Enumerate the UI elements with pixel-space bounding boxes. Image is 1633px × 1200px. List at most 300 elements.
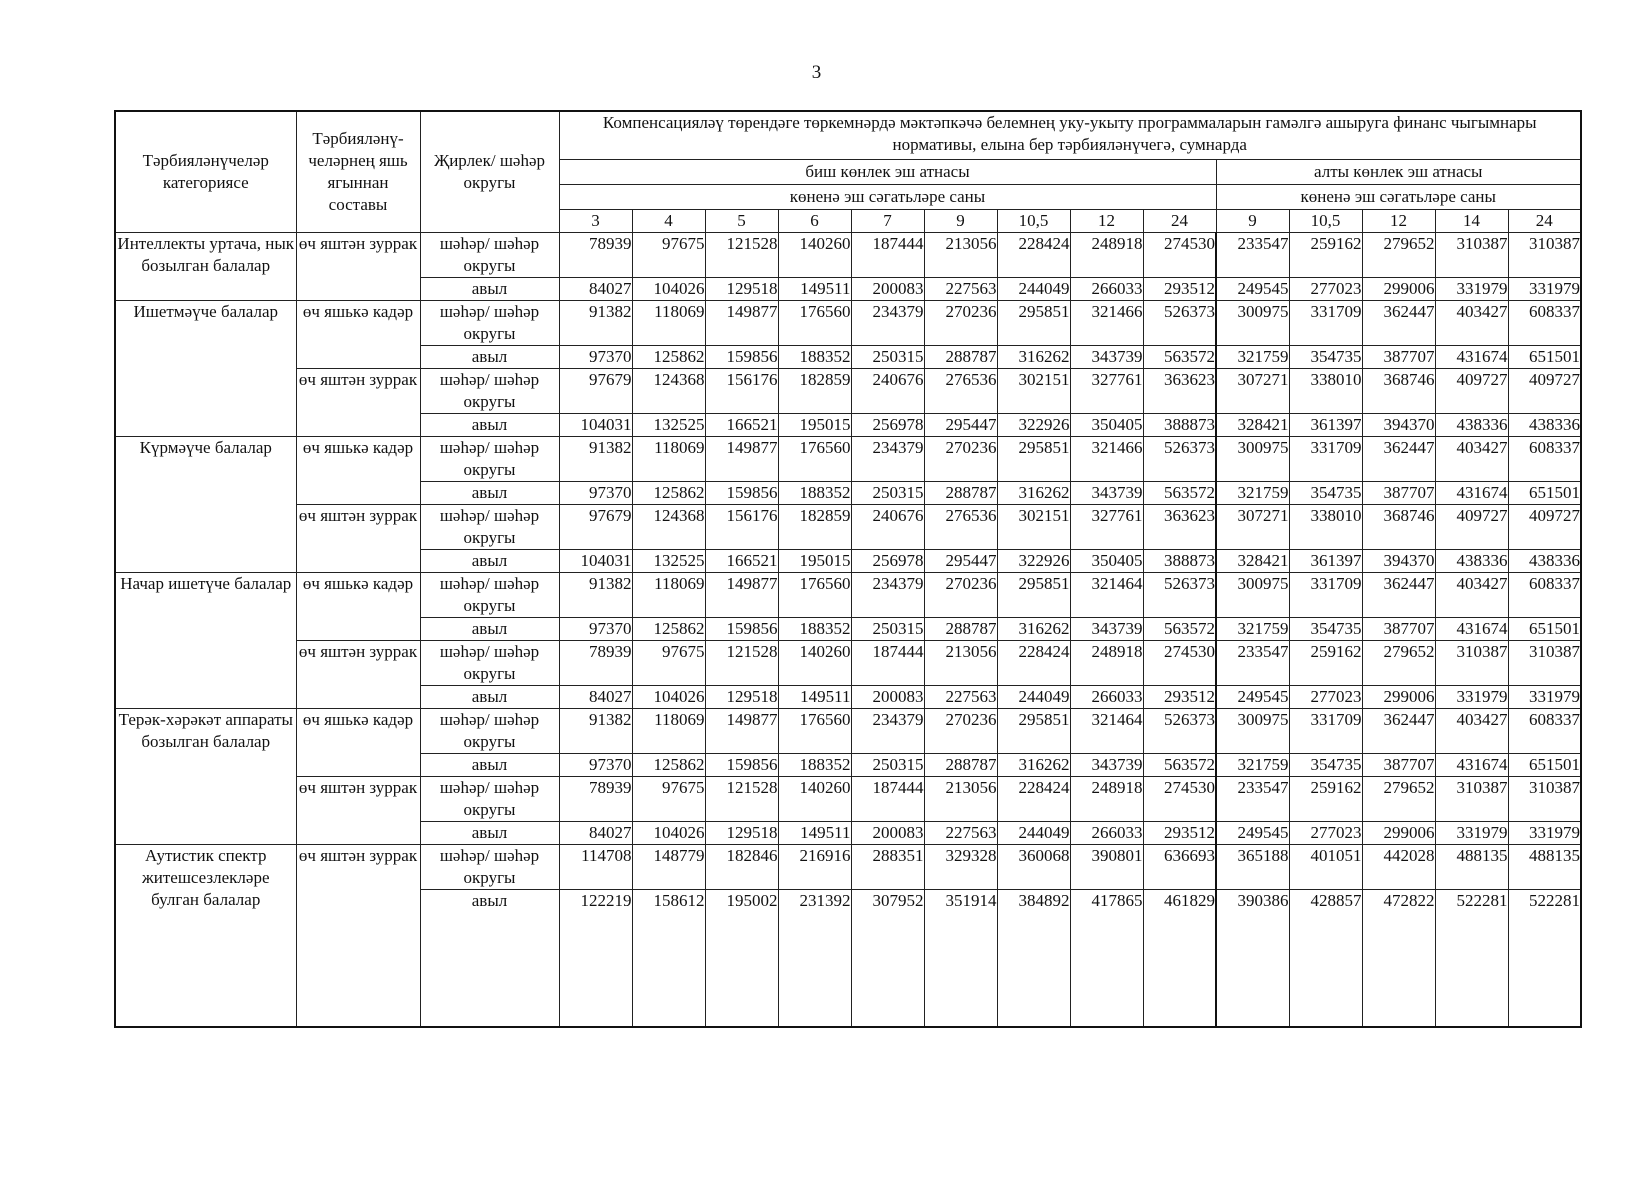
value-cell: 122219 xyxy=(559,889,632,1027)
value-cell: 310387 xyxy=(1435,776,1508,821)
value-cell: 149877 xyxy=(705,300,778,345)
value-cell: 354735 xyxy=(1289,753,1362,776)
value-cell: 176560 xyxy=(778,708,851,753)
header-hours-five-value: 4 xyxy=(632,209,705,232)
value-cell: 387707 xyxy=(1362,617,1435,640)
value-cell: 563572 xyxy=(1143,753,1216,776)
value-cell: 188352 xyxy=(778,345,851,368)
value-cell: 244049 xyxy=(997,685,1070,708)
value-cell: 104026 xyxy=(632,277,705,300)
value-cell: 321466 xyxy=(1070,436,1143,481)
location-city-cell: шәһәр/ шәһәр округы xyxy=(420,436,559,481)
value-cell: 182859 xyxy=(778,504,851,549)
value-cell: 343739 xyxy=(1070,617,1143,640)
value-cell: 651501 xyxy=(1508,481,1581,504)
value-cell: 249545 xyxy=(1216,277,1289,300)
value-cell: 288787 xyxy=(924,481,997,504)
value-cell: 228424 xyxy=(997,232,1070,277)
location-city-cell: шәһәр/ шәһәр округы xyxy=(420,368,559,413)
value-cell: 97679 xyxy=(559,504,632,549)
value-cell: 274530 xyxy=(1143,232,1216,277)
value-cell: 234379 xyxy=(851,300,924,345)
location-city-cell: шәһәр/ шәһәр округы xyxy=(420,844,559,889)
value-cell: 233547 xyxy=(1216,232,1289,277)
header-hours-six-value: 10,5 xyxy=(1289,209,1362,232)
location-city-cell: шәһәр/ шәһәр округы xyxy=(420,572,559,617)
value-cell: 250315 xyxy=(851,345,924,368)
value-cell: 354735 xyxy=(1289,345,1362,368)
value-cell: 431674 xyxy=(1435,753,1508,776)
value-cell: 384892 xyxy=(997,889,1070,1027)
table-row xyxy=(115,572,1581,617)
header-hours-six-value: 14 xyxy=(1435,209,1508,232)
header-hours-six-value: 24 xyxy=(1508,209,1581,232)
table-row xyxy=(115,504,1581,549)
header-hours-five-value: 9 xyxy=(924,209,997,232)
value-cell: 240676 xyxy=(851,504,924,549)
value-cell: 132525 xyxy=(632,413,705,436)
value-cell: 78939 xyxy=(559,232,632,277)
value-cell: 394370 xyxy=(1362,413,1435,436)
value-cell: 328421 xyxy=(1216,549,1289,572)
table-row xyxy=(115,232,1581,277)
value-cell: 231392 xyxy=(778,889,851,1027)
value-cell: 132525 xyxy=(632,549,705,572)
value-cell: 387707 xyxy=(1362,753,1435,776)
value-cell: 526373 xyxy=(1143,436,1216,481)
value-cell: 338010 xyxy=(1289,504,1362,549)
age-cell: өч яшькә кадәр xyxy=(296,300,420,368)
category-cell: Интеллекты уртача, нык бозылган балалар xyxy=(115,232,296,300)
value-cell: 526373 xyxy=(1143,300,1216,345)
value-cell: 307271 xyxy=(1216,504,1289,549)
value-cell: 104031 xyxy=(559,413,632,436)
value-cell: 331979 xyxy=(1435,821,1508,844)
value-cell: 316262 xyxy=(997,617,1070,640)
value-cell: 651501 xyxy=(1508,753,1581,776)
value-cell: 300975 xyxy=(1216,300,1289,345)
value-cell: 84027 xyxy=(559,821,632,844)
value-cell: 331979 xyxy=(1508,821,1581,844)
value-cell: 156176 xyxy=(705,368,778,413)
value-cell: 97675 xyxy=(632,232,705,277)
value-cell: 608337 xyxy=(1508,436,1581,481)
value-cell: 279652 xyxy=(1362,776,1435,821)
value-cell: 114708 xyxy=(559,844,632,889)
value-cell: 149877 xyxy=(705,436,778,481)
value-cell: 279652 xyxy=(1362,640,1435,685)
table-row xyxy=(115,844,1581,889)
value-cell: 121528 xyxy=(705,640,778,685)
location-city-cell: шәһәр/ шәһәр округы xyxy=(420,300,559,345)
header-category: Тәрбияләнүчеләр категориясе xyxy=(115,111,296,232)
value-cell: 563572 xyxy=(1143,481,1216,504)
value-cell: 228424 xyxy=(997,776,1070,821)
value-cell: 158612 xyxy=(632,889,705,1027)
value-cell: 118069 xyxy=(632,708,705,753)
value-cell: 159856 xyxy=(705,617,778,640)
value-cell: 213056 xyxy=(924,232,997,277)
value-cell: 409727 xyxy=(1508,504,1581,549)
category-cell: Күрмәүче балалар xyxy=(115,436,296,572)
value-cell: 276536 xyxy=(924,504,997,549)
header-hours-six-value: 12 xyxy=(1362,209,1435,232)
value-cell: 321759 xyxy=(1216,481,1289,504)
value-cell: 187444 xyxy=(851,232,924,277)
value-cell: 125862 xyxy=(632,617,705,640)
category-cell: Ишетмәүче балалар xyxy=(115,300,296,436)
value-cell: 188352 xyxy=(778,753,851,776)
value-cell: 390801 xyxy=(1070,844,1143,889)
value-cell: 244049 xyxy=(997,277,1070,300)
value-cell: 288787 xyxy=(924,345,997,368)
value-cell: 316262 xyxy=(997,481,1070,504)
value-cell: 428857 xyxy=(1289,889,1362,1027)
value-cell: 118069 xyxy=(632,300,705,345)
age-cell: өч яшькә кадәр xyxy=(296,708,420,776)
value-cell: 310387 xyxy=(1508,776,1581,821)
value-cell: 563572 xyxy=(1143,617,1216,640)
value-cell: 388873 xyxy=(1143,549,1216,572)
value-cell: 228424 xyxy=(997,640,1070,685)
value-cell: 343739 xyxy=(1070,345,1143,368)
value-cell: 279652 xyxy=(1362,232,1435,277)
value-cell: 343739 xyxy=(1070,753,1143,776)
value-cell: 310387 xyxy=(1435,640,1508,685)
location-rural-cell: авыл xyxy=(420,889,559,1027)
header-hours-five-value: 6 xyxy=(778,209,851,232)
location-city-cell: шәһәр/ шәһәр округы xyxy=(420,776,559,821)
value-cell: 409727 xyxy=(1435,504,1508,549)
value-cell: 248918 xyxy=(1070,776,1143,821)
value-cell: 307271 xyxy=(1216,368,1289,413)
value-cell: 431674 xyxy=(1435,345,1508,368)
value-cell: 351914 xyxy=(924,889,997,1027)
location-rural-cell: авыл xyxy=(420,821,559,844)
value-cell: 277023 xyxy=(1289,821,1362,844)
value-cell: 409727 xyxy=(1435,368,1508,413)
value-cell: 248918 xyxy=(1070,232,1143,277)
value-cell: 331709 xyxy=(1289,572,1362,617)
header-hours-five-value: 12 xyxy=(1070,209,1143,232)
value-cell: 97675 xyxy=(632,776,705,821)
value-cell: 195015 xyxy=(778,413,851,436)
value-cell: 97370 xyxy=(559,481,632,504)
value-cell: 328421 xyxy=(1216,413,1289,436)
location-city-cell: шәһәр/ шәһәр округы xyxy=(420,232,559,277)
value-cell: 288787 xyxy=(924,617,997,640)
value-cell: 91382 xyxy=(559,300,632,345)
age-cell: өч яштән зуррак xyxy=(296,232,420,300)
value-cell: 295851 xyxy=(997,436,1070,481)
value-cell: 295447 xyxy=(924,413,997,436)
value-cell: 234379 xyxy=(851,572,924,617)
value-cell: 368746 xyxy=(1362,368,1435,413)
header-six-day-week: алты көнлек эш атнасы xyxy=(1216,159,1581,184)
value-cell: 350405 xyxy=(1070,549,1143,572)
value-cell: 322926 xyxy=(997,549,1070,572)
value-cell: 78939 xyxy=(559,640,632,685)
value-cell: 270236 xyxy=(924,300,997,345)
value-cell: 104031 xyxy=(559,549,632,572)
value-cell: 331979 xyxy=(1435,685,1508,708)
value-cell: 438336 xyxy=(1508,549,1581,572)
value-cell: 259162 xyxy=(1289,640,1362,685)
value-cell: 182846 xyxy=(705,844,778,889)
value-cell: 234379 xyxy=(851,708,924,753)
location-rural-cell: авыл xyxy=(420,617,559,640)
location-city-cell: шәһәр/ шәһәр округы xyxy=(420,708,559,753)
table-row xyxy=(115,368,1581,413)
value-cell: 343739 xyxy=(1070,481,1143,504)
value-cell: 97675 xyxy=(632,640,705,685)
age-cell: өч яшькә кадәр xyxy=(296,572,420,640)
value-cell: 277023 xyxy=(1289,277,1362,300)
value-cell: 522281 xyxy=(1435,889,1508,1027)
value-cell: 331979 xyxy=(1508,685,1581,708)
value-cell: 159856 xyxy=(705,753,778,776)
value-cell: 363623 xyxy=(1143,368,1216,413)
value-cell: 129518 xyxy=(705,685,778,708)
value-cell: 288351 xyxy=(851,844,924,889)
value-cell: 249545 xyxy=(1216,685,1289,708)
table-row xyxy=(115,708,1581,753)
value-cell: 78939 xyxy=(559,776,632,821)
value-cell: 195015 xyxy=(778,549,851,572)
header-hours-six-value: 9 xyxy=(1216,209,1289,232)
value-cell: 97370 xyxy=(559,617,632,640)
value-cell: 266033 xyxy=(1070,821,1143,844)
value-cell: 401051 xyxy=(1289,844,1362,889)
category-cell: Терәк-хәрәкәт аппараты бозылган балалар xyxy=(115,708,296,844)
value-cell: 302151 xyxy=(997,368,1070,413)
value-cell: 651501 xyxy=(1508,617,1581,640)
value-cell: 97370 xyxy=(559,753,632,776)
value-cell: 97679 xyxy=(559,368,632,413)
value-cell: 91382 xyxy=(559,708,632,753)
value-cell: 360068 xyxy=(997,844,1070,889)
value-cell: 431674 xyxy=(1435,617,1508,640)
category-cell: Аутистик спектр житешсезлекләре булган балалар xyxy=(115,844,296,1027)
value-cell: 403427 xyxy=(1435,572,1508,617)
table-row xyxy=(115,640,1581,685)
value-cell: 322926 xyxy=(997,413,1070,436)
value-cell: 431674 xyxy=(1435,481,1508,504)
value-cell: 125862 xyxy=(632,345,705,368)
value-cell: 316262 xyxy=(997,345,1070,368)
value-cell: 274530 xyxy=(1143,640,1216,685)
location-rural-cell: авыл xyxy=(420,345,559,368)
value-cell: 166521 xyxy=(705,549,778,572)
value-cell: 299006 xyxy=(1362,685,1435,708)
value-cell: 240676 xyxy=(851,368,924,413)
value-cell: 387707 xyxy=(1362,345,1435,368)
value-cell: 350405 xyxy=(1070,413,1143,436)
age-cell: өч яштән зуррак xyxy=(296,504,420,572)
value-cell: 608337 xyxy=(1508,708,1581,753)
value-cell: 233547 xyxy=(1216,776,1289,821)
value-cell: 213056 xyxy=(924,640,997,685)
value-cell: 156176 xyxy=(705,504,778,549)
value-cell: 300975 xyxy=(1216,572,1289,617)
value-cell: 84027 xyxy=(559,277,632,300)
value-cell: 250315 xyxy=(851,617,924,640)
value-cell: 331709 xyxy=(1289,708,1362,753)
value-cell: 361397 xyxy=(1289,413,1362,436)
value-cell: 329328 xyxy=(924,844,997,889)
value-cell: 438336 xyxy=(1435,549,1508,572)
value-cell: 176560 xyxy=(778,436,851,481)
header-location: Җирлек/ шәһәр округы xyxy=(420,111,559,232)
value-cell: 248918 xyxy=(1070,640,1143,685)
value-cell: 276536 xyxy=(924,368,997,413)
value-cell: 321759 xyxy=(1216,345,1289,368)
value-cell: 166521 xyxy=(705,413,778,436)
header-hours-six: көненә эш сәгатьләре саны xyxy=(1216,184,1581,209)
value-cell: 403427 xyxy=(1435,708,1508,753)
value-cell: 149877 xyxy=(705,708,778,753)
value-cell: 321466 xyxy=(1070,300,1143,345)
value-cell: 354735 xyxy=(1289,617,1362,640)
value-cell: 227563 xyxy=(924,277,997,300)
norms-table-wrapper xyxy=(114,110,1582,1028)
age-cell: өч яшькә кадәр xyxy=(296,436,420,504)
value-cell: 233547 xyxy=(1216,640,1289,685)
value-cell: 488135 xyxy=(1508,844,1581,889)
value-cell: 368746 xyxy=(1362,504,1435,549)
value-cell: 129518 xyxy=(705,277,778,300)
value-cell: 216916 xyxy=(778,844,851,889)
value-cell: 149511 xyxy=(778,685,851,708)
value-cell: 461829 xyxy=(1143,889,1216,1027)
value-cell: 295851 xyxy=(997,708,1070,753)
value-cell: 259162 xyxy=(1289,232,1362,277)
value-cell: 227563 xyxy=(924,685,997,708)
value-cell: 91382 xyxy=(559,572,632,617)
value-cell: 409727 xyxy=(1508,368,1581,413)
value-cell: 188352 xyxy=(778,481,851,504)
value-cell: 299006 xyxy=(1362,821,1435,844)
value-cell: 200083 xyxy=(851,821,924,844)
value-cell: 266033 xyxy=(1070,277,1143,300)
value-cell: 362447 xyxy=(1362,708,1435,753)
value-cell: 362447 xyxy=(1362,436,1435,481)
value-cell: 302151 xyxy=(997,504,1070,549)
header-hours-five-value: 24 xyxy=(1143,209,1216,232)
value-cell: 270236 xyxy=(924,708,997,753)
value-cell: 104026 xyxy=(632,685,705,708)
norms-table xyxy=(114,110,1582,1028)
value-cell: 250315 xyxy=(851,481,924,504)
age-cell: өч яштән зуррак xyxy=(296,844,420,1027)
category-cell: Начар ишетүче балалар xyxy=(115,572,296,708)
value-cell: 310387 xyxy=(1435,232,1508,277)
value-cell: 140260 xyxy=(778,640,851,685)
value-cell: 327761 xyxy=(1070,368,1143,413)
table-row xyxy=(115,300,1581,345)
location-rural-cell: авыл xyxy=(420,549,559,572)
value-cell: 200083 xyxy=(851,685,924,708)
value-cell: 149511 xyxy=(778,277,851,300)
value-cell: 365188 xyxy=(1216,844,1289,889)
value-cell: 295447 xyxy=(924,549,997,572)
value-cell: 563572 xyxy=(1143,345,1216,368)
page-number: 3 xyxy=(811,62,822,83)
value-cell: 293512 xyxy=(1143,277,1216,300)
location-rural-cell: авыл xyxy=(420,685,559,708)
value-cell: 213056 xyxy=(924,776,997,821)
value-cell: 307952 xyxy=(851,889,924,1027)
value-cell: 129518 xyxy=(705,821,778,844)
value-cell: 244049 xyxy=(997,821,1070,844)
value-cell: 124368 xyxy=(632,504,705,549)
value-cell: 472822 xyxy=(1362,889,1435,1027)
value-cell: 403427 xyxy=(1435,300,1508,345)
value-cell: 91382 xyxy=(559,436,632,481)
location-rural-cell: авыл xyxy=(420,277,559,300)
value-cell: 390386 xyxy=(1216,889,1289,1027)
value-cell: 327761 xyxy=(1070,504,1143,549)
value-cell: 363623 xyxy=(1143,504,1216,549)
value-cell: 331979 xyxy=(1508,277,1581,300)
location-rural-cell: авыл xyxy=(420,481,559,504)
value-cell: 97370 xyxy=(559,345,632,368)
value-cell: 250315 xyxy=(851,753,924,776)
value-cell: 321464 xyxy=(1070,572,1143,617)
value-cell: 159856 xyxy=(705,481,778,504)
value-cell: 270236 xyxy=(924,436,997,481)
header-hours-five-value: 10,5 xyxy=(997,209,1070,232)
value-cell: 293512 xyxy=(1143,685,1216,708)
table-row xyxy=(115,436,1581,481)
location-rural-cell: авыл xyxy=(420,413,559,436)
value-cell: 417865 xyxy=(1070,889,1143,1027)
value-cell: 316262 xyxy=(997,753,1070,776)
value-cell: 300975 xyxy=(1216,436,1289,481)
value-cell: 331709 xyxy=(1289,300,1362,345)
header-hours-five-value: 5 xyxy=(705,209,778,232)
value-cell: 636693 xyxy=(1143,844,1216,889)
value-cell: 256978 xyxy=(851,549,924,572)
value-cell: 526373 xyxy=(1143,572,1216,617)
value-cell: 256978 xyxy=(851,413,924,436)
value-cell: 310387 xyxy=(1508,640,1581,685)
value-cell: 187444 xyxy=(851,776,924,821)
value-cell: 274530 xyxy=(1143,776,1216,821)
value-cell: 187444 xyxy=(851,640,924,685)
value-cell: 188352 xyxy=(778,617,851,640)
value-cell: 310387 xyxy=(1508,232,1581,277)
value-cell: 321464 xyxy=(1070,708,1143,753)
value-cell: 200083 xyxy=(851,277,924,300)
value-cell: 148779 xyxy=(632,844,705,889)
header-five-day-week: биш көнлек эш атнасы xyxy=(559,159,1216,184)
value-cell: 362447 xyxy=(1362,572,1435,617)
value-cell: 526373 xyxy=(1143,708,1216,753)
value-cell: 140260 xyxy=(778,776,851,821)
value-cell: 227563 xyxy=(924,821,997,844)
value-cell: 442028 xyxy=(1362,844,1435,889)
value-cell: 394370 xyxy=(1362,549,1435,572)
header-main: Компенсацияләү төрендәге төркемнәрдә мәктәпкәчә белемнең уку-укыту программаларын гамәлгә ашыруга финанс чыгымнары нормативы, елына бер тәрбияләнүчегә, сумнарда xyxy=(559,111,1581,159)
value-cell: 149511 xyxy=(778,821,851,844)
value-cell: 522281 xyxy=(1508,889,1581,1027)
value-cell: 403427 xyxy=(1435,436,1508,481)
value-cell: 159856 xyxy=(705,345,778,368)
value-cell: 121528 xyxy=(705,776,778,821)
value-cell: 321759 xyxy=(1216,617,1289,640)
value-cell: 84027 xyxy=(559,685,632,708)
